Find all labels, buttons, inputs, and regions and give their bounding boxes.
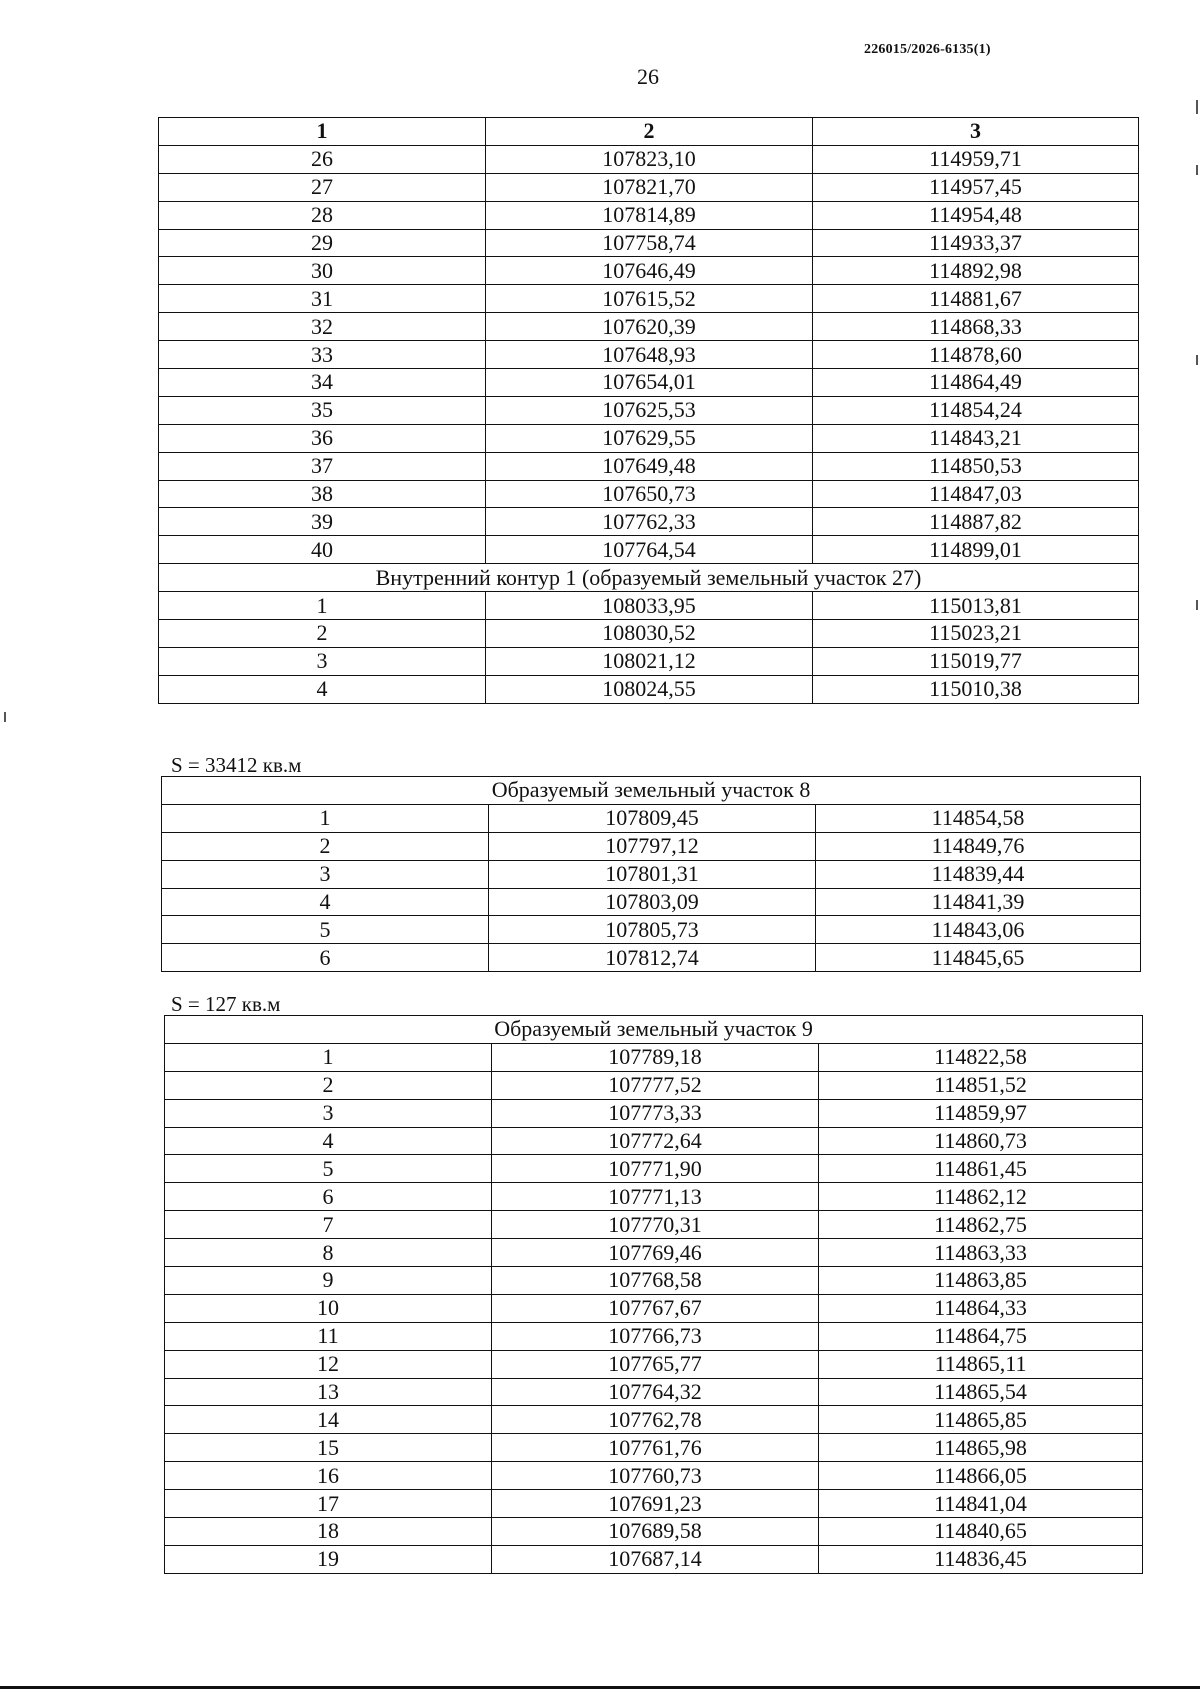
table-row: [159, 341, 1139, 369]
x-coordinate-cell: 107650,73: [486, 480, 813, 508]
table-row: [165, 1378, 1143, 1406]
point-number-cell: 2: [162, 832, 489, 860]
point-number-cell: 28: [159, 201, 486, 229]
x-coordinate-cell: 107768,58: [492, 1267, 819, 1295]
coordinates-table-1: [158, 117, 1139, 704]
scan-edge-mark: [1196, 165, 1198, 175]
y-coordinate-cell: 114845,65: [816, 944, 1141, 972]
y-coordinate-cell: 114847,03: [813, 480, 1139, 508]
x-coordinate-cell: 107823,10: [486, 145, 813, 173]
y-coordinate-cell: 114892,98: [813, 257, 1139, 285]
caption-row: [162, 777, 1141, 805]
point-number-cell: 27: [159, 173, 486, 201]
column-header: 3: [813, 118, 1139, 146]
point-number-cell: 38: [159, 480, 486, 508]
y-coordinate-cell: 114850,53: [813, 452, 1139, 480]
table-row: [165, 1183, 1143, 1211]
x-coordinate-cell: 107615,52: [486, 285, 813, 313]
table-row: [165, 1071, 1143, 1099]
y-coordinate-cell: 114854,58: [816, 804, 1141, 832]
table-row: [159, 145, 1139, 173]
point-number-cell: 11: [165, 1322, 492, 1350]
y-coordinate-cell: 114866,05: [819, 1462, 1143, 1490]
point-number-cell: 4: [159, 675, 486, 703]
x-coordinate-cell: 107803,09: [489, 888, 816, 916]
point-number-cell: 34: [159, 369, 486, 397]
point-number-cell: 2: [165, 1071, 492, 1099]
y-coordinate-cell: 114836,45: [819, 1545, 1143, 1573]
point-number-cell: 2: [159, 620, 486, 648]
table-row: [159, 396, 1139, 424]
point-number-cell: 8: [165, 1239, 492, 1267]
scan-edge-mark: [1196, 100, 1198, 114]
x-coordinate-cell: 108024,55: [486, 675, 813, 703]
point-number-cell: 29: [159, 229, 486, 257]
y-coordinate-cell: 114868,33: [813, 313, 1139, 341]
area-note-1: S = 33412 кв.м: [171, 753, 302, 777]
x-coordinate-cell: 107770,31: [492, 1211, 819, 1239]
x-coordinate-cell: 107766,73: [492, 1322, 819, 1350]
table-row: [165, 1462, 1143, 1490]
x-coordinate-cell: 108030,52: [486, 620, 813, 648]
table-row: [165, 1043, 1143, 1071]
x-coordinate-cell: 107812,74: [489, 944, 816, 972]
x-coordinate-cell: 107764,54: [486, 536, 813, 564]
point-number-cell: 7: [165, 1211, 492, 1239]
y-coordinate-cell: 114865,54: [819, 1378, 1143, 1406]
table-row: [159, 257, 1139, 285]
table-row: [162, 916, 1141, 944]
caption-row: [159, 564, 1139, 592]
table-row: [165, 1211, 1143, 1239]
point-number-cell: 14: [165, 1406, 492, 1434]
x-coordinate-cell: 107649,48: [486, 452, 813, 480]
x-coordinate-cell: 107761,76: [492, 1434, 819, 1462]
point-number-cell: 16: [165, 1462, 492, 1490]
y-coordinate-cell: 114954,48: [813, 201, 1139, 229]
point-number-cell: 3: [159, 647, 486, 675]
y-coordinate-cell: 114957,45: [813, 173, 1139, 201]
y-coordinate-cell: 115019,77: [813, 647, 1139, 675]
table-row: [159, 201, 1139, 229]
point-number-cell: 17: [165, 1490, 492, 1518]
y-coordinate-cell: 114878,60: [813, 341, 1139, 369]
point-number-cell: 1: [159, 592, 486, 620]
inner-contour-caption: Внутренний контур 1 (образуемый земельный участок 27): [159, 564, 1139, 592]
table-row: [165, 1127, 1143, 1155]
point-number-cell: 18: [165, 1518, 492, 1546]
point-number-cell: 12: [165, 1350, 492, 1378]
coordinates-table-3: [164, 1015, 1143, 1574]
x-coordinate-cell: 107771,90: [492, 1155, 819, 1183]
y-coordinate-cell: 114822,58: [819, 1043, 1143, 1071]
y-coordinate-cell: 114860,73: [819, 1127, 1143, 1155]
y-coordinate-cell: 114843,21: [813, 424, 1139, 452]
x-coordinate-cell: 107771,13: [492, 1183, 819, 1211]
point-number-cell: 6: [165, 1183, 492, 1211]
plot-caption: Образуемый земельный участок 8: [162, 777, 1141, 805]
y-coordinate-cell: 114865,98: [819, 1434, 1143, 1462]
table-row: [159, 285, 1139, 313]
x-coordinate-cell: 107821,70: [486, 173, 813, 201]
x-coordinate-cell: 107646,49: [486, 257, 813, 285]
table-row: [165, 1099, 1143, 1127]
table-row: [165, 1434, 1143, 1462]
table-row: [159, 536, 1139, 564]
table-row: [162, 860, 1141, 888]
y-coordinate-cell: 115010,38: [813, 675, 1139, 703]
y-coordinate-cell: 114865,85: [819, 1406, 1143, 1434]
column-header: 1: [159, 118, 486, 146]
table-row: [165, 1239, 1143, 1267]
table-row: [165, 1518, 1143, 1546]
y-coordinate-cell: 114859,97: [819, 1099, 1143, 1127]
point-number-cell: 5: [162, 916, 489, 944]
point-number-cell: 30: [159, 257, 486, 285]
table-row: [165, 1267, 1143, 1295]
point-number-cell: 32: [159, 313, 486, 341]
scan-edge-mark: [1196, 355, 1198, 365]
table-row: [162, 944, 1141, 972]
table-row: [159, 620, 1139, 648]
table-row: [165, 1155, 1143, 1183]
point-number-cell: 4: [162, 888, 489, 916]
table-row: [159, 647, 1139, 675]
coordinates-table-2: [161, 776, 1141, 972]
point-number-cell: 37: [159, 452, 486, 480]
x-coordinate-cell: 107691,23: [492, 1490, 819, 1518]
y-coordinate-cell: 114887,82: [813, 508, 1139, 536]
y-coordinate-cell: 114849,76: [816, 832, 1141, 860]
document-number: 226015/2026-6135(1): [864, 42, 991, 57]
table-row: [165, 1545, 1143, 1573]
y-coordinate-cell: 114841,04: [819, 1490, 1143, 1518]
x-coordinate-cell: 107801,31: [489, 860, 816, 888]
page-number: 26: [637, 64, 659, 89]
x-coordinate-cell: 107758,74: [486, 229, 813, 257]
table-row: [159, 424, 1139, 452]
y-coordinate-cell: 114864,33: [819, 1294, 1143, 1322]
x-coordinate-cell: 107762,78: [492, 1406, 819, 1434]
y-coordinate-cell: 114854,24: [813, 396, 1139, 424]
x-coordinate-cell: 107648,93: [486, 341, 813, 369]
point-number-cell: 31: [159, 285, 486, 313]
x-coordinate-cell: 107773,33: [492, 1099, 819, 1127]
x-coordinate-cell: 107689,58: [492, 1518, 819, 1546]
y-coordinate-cell: 114881,67: [813, 285, 1139, 313]
scan-edge-mark: [1196, 600, 1198, 610]
y-coordinate-cell: 114839,44: [816, 860, 1141, 888]
table-row: [159, 313, 1139, 341]
table-row: [162, 832, 1141, 860]
point-number-cell: 36: [159, 424, 486, 452]
caption-row: [165, 1016, 1143, 1044]
y-coordinate-cell: 114865,11: [819, 1350, 1143, 1378]
x-coordinate-cell: 107764,32: [492, 1378, 819, 1406]
y-coordinate-cell: 115023,21: [813, 620, 1139, 648]
table-row: [159, 229, 1139, 257]
bottom-rule: [0, 1686, 1200, 1689]
point-number-cell: 1: [165, 1043, 492, 1071]
y-coordinate-cell: 114959,71: [813, 145, 1139, 173]
x-coordinate-cell: 107654,01: [486, 369, 813, 397]
plot-caption: Образуемый земельный участок 9: [165, 1016, 1143, 1044]
x-coordinate-cell: 107814,89: [486, 201, 813, 229]
point-number-cell: 19: [165, 1545, 492, 1573]
table-row: [165, 1350, 1143, 1378]
point-number-cell: 13: [165, 1378, 492, 1406]
x-coordinate-cell: 108033,95: [486, 592, 813, 620]
table-row: [165, 1406, 1143, 1434]
x-coordinate-cell: 107760,73: [492, 1462, 819, 1490]
x-coordinate-cell: 107762,33: [486, 508, 813, 536]
x-coordinate-cell: 107620,39: [486, 313, 813, 341]
point-number-cell: 4: [165, 1127, 492, 1155]
scan-edge-mark: [4, 712, 6, 722]
y-coordinate-cell: 114861,45: [819, 1155, 1143, 1183]
x-coordinate-cell: 107765,77: [492, 1350, 819, 1378]
table-row: [162, 804, 1141, 832]
y-coordinate-cell: 114841,39: [816, 888, 1141, 916]
y-coordinate-cell: 114933,37: [813, 229, 1139, 257]
table-row: [159, 592, 1139, 620]
x-coordinate-cell: 107769,46: [492, 1239, 819, 1267]
area-note-2: S = 127 кв.м: [171, 992, 281, 1016]
point-number-cell: 15: [165, 1434, 492, 1462]
point-number-cell: 1: [162, 804, 489, 832]
point-number-cell: 6: [162, 944, 489, 972]
table-row: [165, 1294, 1143, 1322]
point-number-cell: 39: [159, 508, 486, 536]
y-coordinate-cell: 114862,75: [819, 1211, 1143, 1239]
header-row: [159, 118, 1139, 146]
table-row: [159, 452, 1139, 480]
table-row: [159, 508, 1139, 536]
y-coordinate-cell: 114840,65: [819, 1518, 1143, 1546]
point-number-cell: 35: [159, 396, 486, 424]
point-number-cell: 3: [162, 860, 489, 888]
x-coordinate-cell: 107767,67: [492, 1294, 819, 1322]
table-row: [159, 173, 1139, 201]
x-coordinate-cell: 107809,45: [489, 804, 816, 832]
x-coordinate-cell: 107789,18: [492, 1043, 819, 1071]
y-coordinate-cell: 114864,49: [813, 369, 1139, 397]
y-coordinate-cell: 114843,06: [816, 916, 1141, 944]
x-coordinate-cell: 107687,14: [492, 1545, 819, 1573]
y-coordinate-cell: 115013,81: [813, 592, 1139, 620]
point-number-cell: 40: [159, 536, 486, 564]
point-number-cell: 26: [159, 145, 486, 173]
x-coordinate-cell: 107797,12: [489, 832, 816, 860]
point-number-cell: 3: [165, 1099, 492, 1127]
y-coordinate-cell: 114899,01: [813, 536, 1139, 564]
column-header: 2: [486, 118, 813, 146]
x-coordinate-cell: 107777,52: [492, 1071, 819, 1099]
x-coordinate-cell: 107772,64: [492, 1127, 819, 1155]
table-row: [165, 1490, 1143, 1518]
table-row: [165, 1322, 1143, 1350]
point-number-cell: 10: [165, 1294, 492, 1322]
x-coordinate-cell: 107629,55: [486, 424, 813, 452]
point-number-cell: 33: [159, 341, 486, 369]
table-row: [162, 888, 1141, 916]
y-coordinate-cell: 114864,75: [819, 1322, 1143, 1350]
table-row: [159, 369, 1139, 397]
x-coordinate-cell: 107805,73: [489, 916, 816, 944]
y-coordinate-cell: 114851,52: [819, 1071, 1143, 1099]
y-coordinate-cell: 114863,33: [819, 1239, 1143, 1267]
y-coordinate-cell: 114863,85: [819, 1267, 1143, 1295]
table-row: [159, 480, 1139, 508]
x-coordinate-cell: 108021,12: [486, 647, 813, 675]
point-number-cell: 9: [165, 1267, 492, 1295]
x-coordinate-cell: 107625,53: [486, 396, 813, 424]
table-row: [159, 675, 1139, 703]
point-number-cell: 5: [165, 1155, 492, 1183]
y-coordinate-cell: 114862,12: [819, 1183, 1143, 1211]
